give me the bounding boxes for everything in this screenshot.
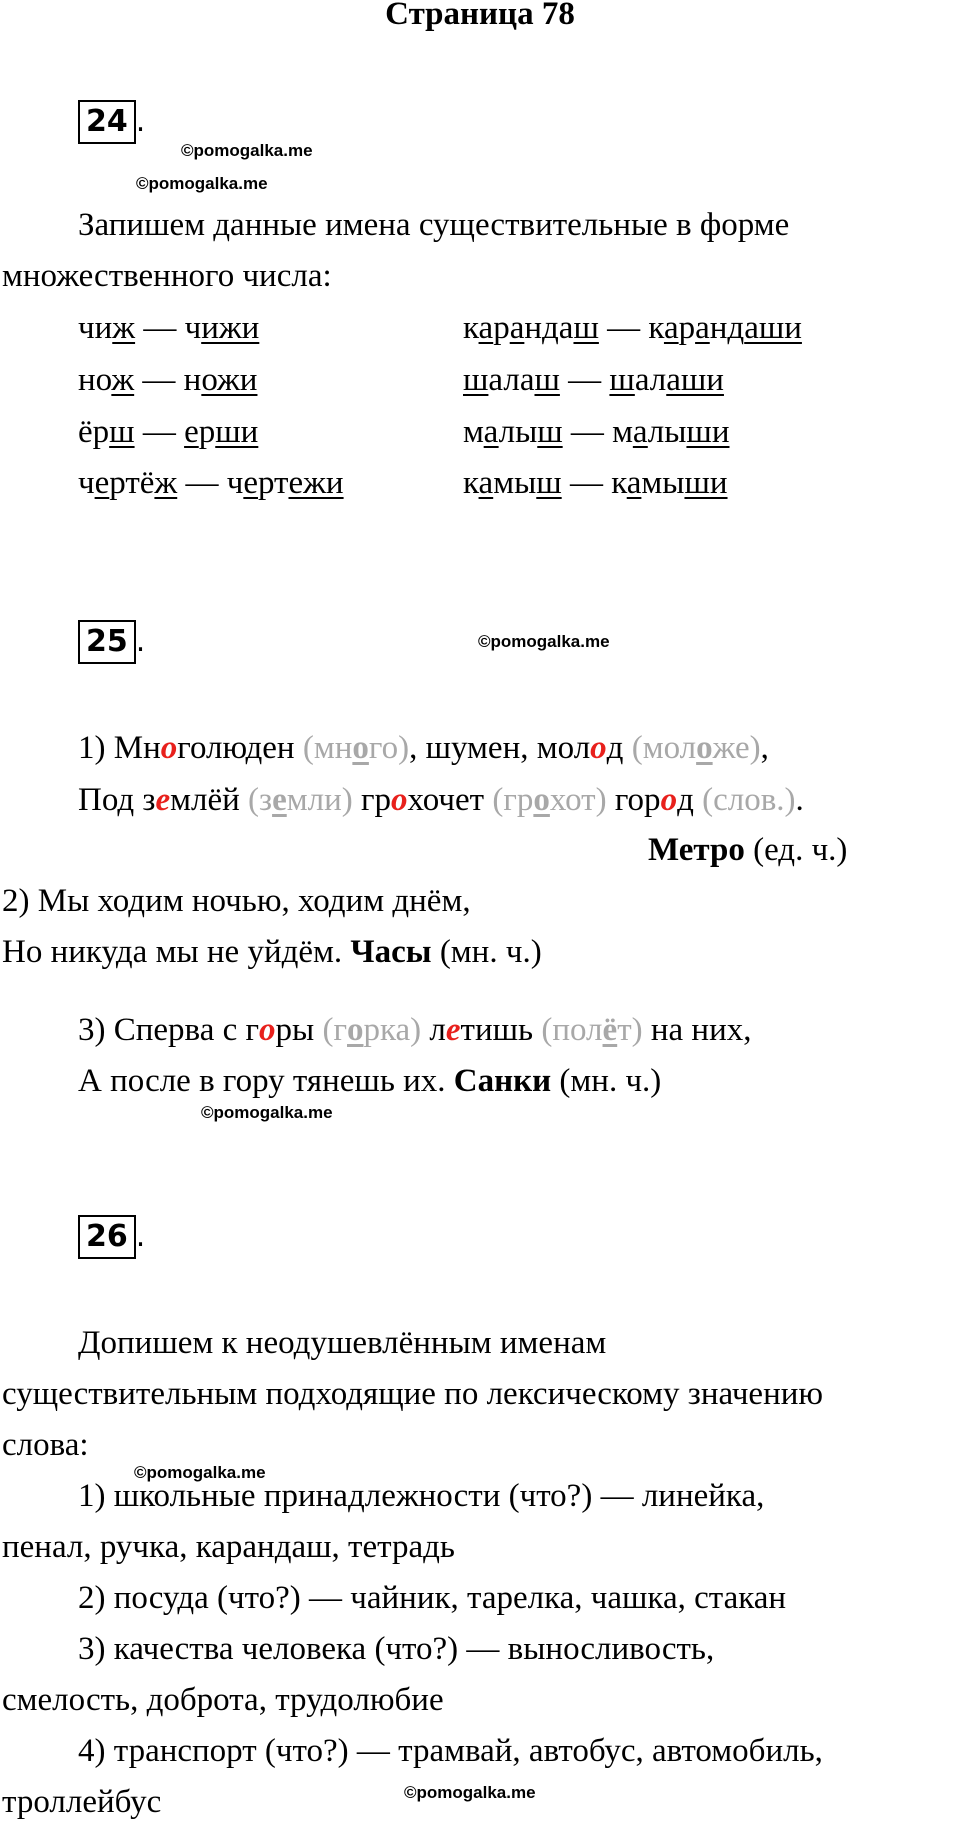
word-pair: чиж — чижи (78, 310, 260, 346)
riddle-1-line1: 1) Многолюден (много), шумен, молод (моложе), (78, 730, 769, 766)
word-pair: шалаш — шалаши (463, 362, 724, 398)
word-pair: нож — ножи (78, 362, 258, 398)
riddle-2-line2: Но никуда мы не уйдём. Часы (мн. ч.) (2, 934, 542, 970)
watermark: ©pomogalka.me (201, 1103, 333, 1122)
exercise-25-number: 25 . (78, 620, 145, 664)
ex26-line: 2) посуда (что?) — чайник, тарелка, чашка, стакан (78, 1580, 787, 1616)
word-pair: камыш — камыши (463, 465, 728, 501)
page-title: Страница 78 (385, 0, 575, 32)
word-pair: ёрш — ерши (78, 414, 259, 450)
ex26-line: слова: (2, 1427, 89, 1463)
ex26-line: пенал, ручка, карандаш, тетрадь (2, 1529, 455, 1565)
ex26-line: троллейбус (2, 1784, 162, 1820)
word-pair: чертёж — чертежи (78, 465, 344, 501)
ex24-intro-line2: множественного числа: (2, 258, 332, 294)
word-pair: малыш — малыши (463, 414, 730, 450)
watermark: ©pomogalka.me (134, 1463, 266, 1482)
ex26-line: существительным подходящие по лексическому значению (2, 1376, 824, 1412)
riddle-2-line1: 2) Мы ходим ночью, ходим днём, (2, 883, 471, 919)
watermark: ©pomogalka.me (478, 632, 610, 651)
watermark: ©pomogalka.me (181, 141, 313, 160)
exercise-26-number: 26 . (78, 1215, 145, 1259)
riddle-3-line2: А после в гору тянешь их. Санки (мн. ч.) (78, 1063, 662, 1099)
riddle-1-answer: Метро (ед. ч.) (648, 832, 848, 868)
ex26-line: Допишем к неодушевлённым именам (78, 1325, 607, 1361)
ex26-line: 4) транспорт (что?) — трамвай, автобус, автомобиль, (78, 1733, 823, 1769)
ex26-line: 3) качества человека (что?) — выносливость, (78, 1631, 715, 1667)
watermark: ©pomogalka.me (404, 1783, 536, 1802)
exercise-24-number: 24 . (78, 100, 145, 144)
riddle-1-line2: Под землёй (земли) грохочет (грохот) город (слов.). (78, 782, 804, 818)
ex24-intro-line1: Запишем данные имена существительные в форме (78, 207, 790, 243)
word-pair: карандаш — карандаши (463, 310, 802, 346)
ex26-line: 1) школьные принадлежности (что?) — линейка, (78, 1478, 765, 1514)
watermark: ©pomogalka.me (136, 174, 268, 193)
ex26-line: смелость, доброта, трудолюбие (2, 1682, 444, 1718)
riddle-3-line1: 3) Сперва с горы (горка) летишь (полёт) на них, (78, 1012, 752, 1048)
